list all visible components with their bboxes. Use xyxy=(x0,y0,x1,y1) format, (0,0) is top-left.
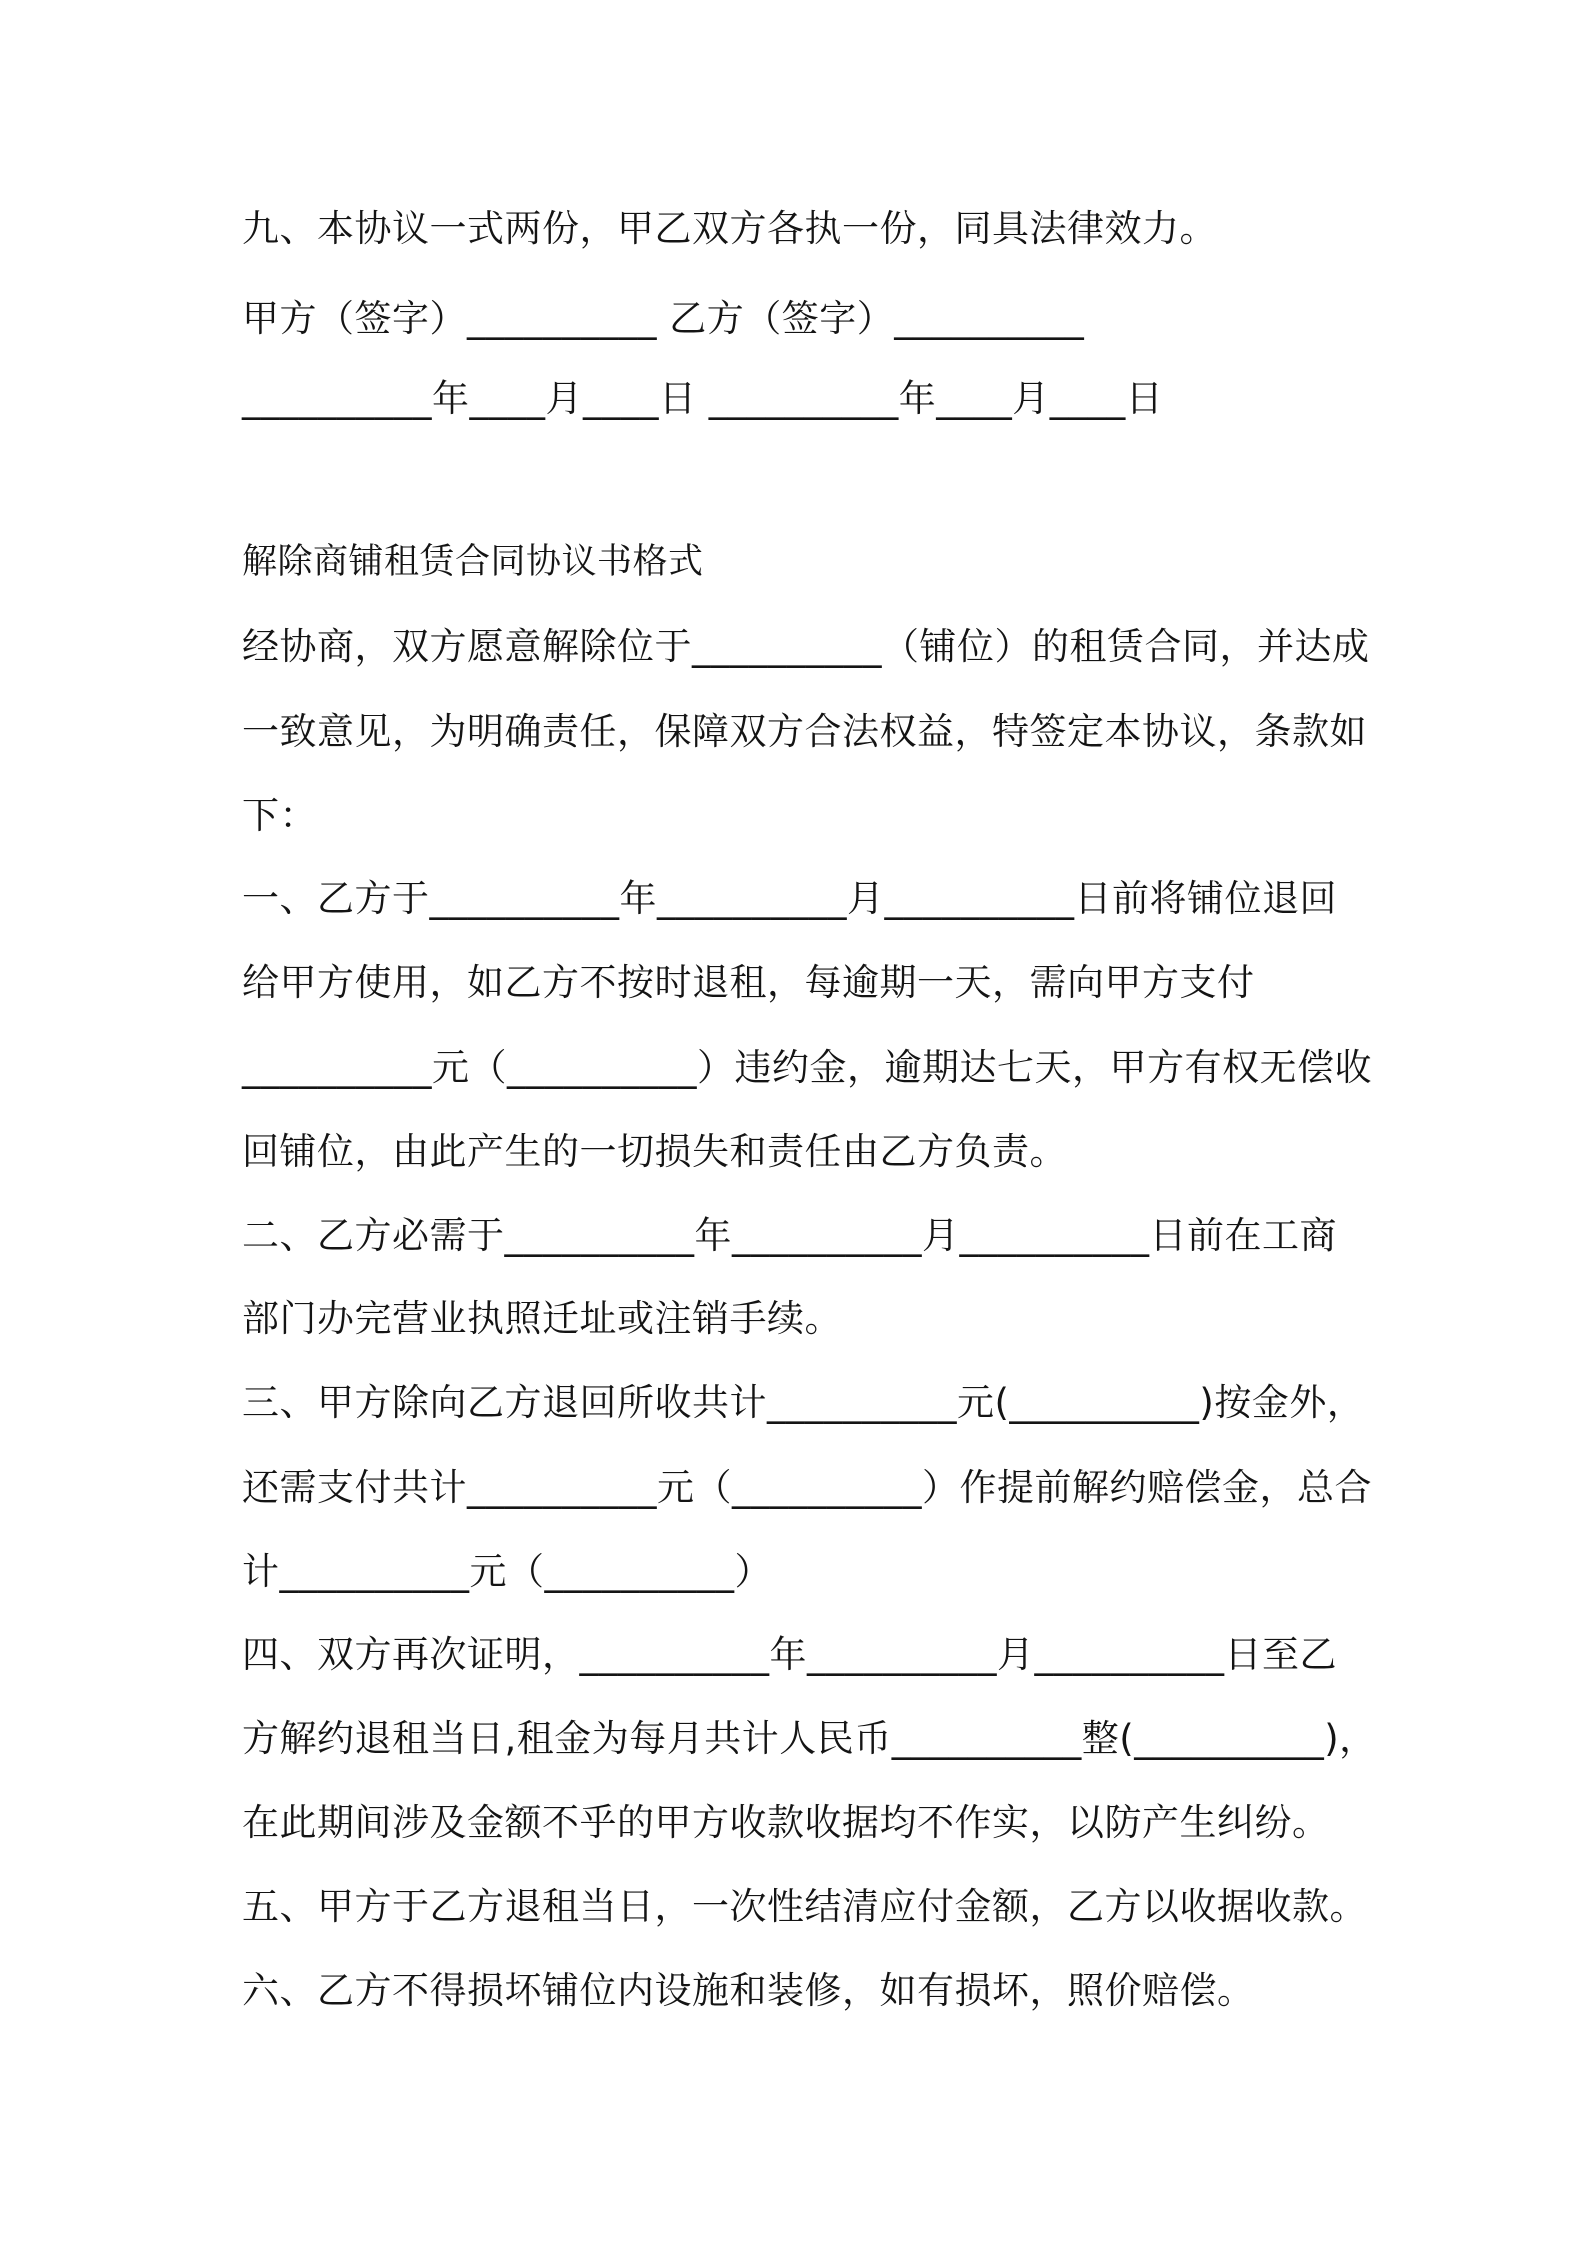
intro-line-1: 经协商，双方愿意解除位于__________（铺位）的租赁合同，并达成 xyxy=(242,625,1370,668)
signature-line: 甲方（签字）__________ 乙方（签字）__________ xyxy=(242,297,1085,340)
clause-three-line-3: 计__________元（__________） xyxy=(242,1550,772,1593)
clause-two-line-2: 部门办完营业执照迁址或注销手续。 xyxy=(242,1297,842,1340)
clause-one-line-1: 一、乙方于__________年__________月__________日前将铺位退回 xyxy=(242,877,1337,920)
clause-two-line-1: 二、乙方必需于__________年__________月__________日前在工商 xyxy=(242,1214,1337,1257)
clause-four-line-3: 在此期间涉及金额不乎的甲方收款收据均不作实，以防产生纠纷。 xyxy=(242,1801,1330,1844)
clause-one-line-3: __________元（__________）违约金，逾期达七天，甲方有权无偿收 xyxy=(242,1046,1372,1089)
clause-three-line-1: 三、甲方除向乙方退回所收共计__________元(__________)按金外， xyxy=(242,1381,1365,1424)
intro-line-3: 下： xyxy=(242,794,317,837)
intro-line-2: 一致意见，为明确责任，保障双方合法权益，特签定本协议，条款如 xyxy=(242,710,1367,753)
clause-five: 五、甲方于乙方退租当日，一次性结清应付金额，乙方以收据收款。 xyxy=(242,1885,1367,1928)
clause-six: 六、乙方不得损坏铺位内设施和装修，如有损坏，照价赔偿。 xyxy=(242,1969,1255,2012)
clause-four-line-2: 方解约退租当日,租金为每月共计人民币__________整(__________)， xyxy=(242,1717,1377,1760)
clause-one-line-2: 给甲方使用，如乙方不按时退租，每逾期一天，需向甲方支付 xyxy=(242,961,1255,1004)
clause-four-line-1: 四、双方再次证明，__________年__________月__________日至乙 xyxy=(242,1633,1337,1676)
clause-one-line-4: 回铺位，由此产生的一切损失和责任由乙方负责。 xyxy=(242,1130,1067,1173)
clause-three-line-2: 还需支付共计__________元（__________）作提前解约赔偿金，总合 xyxy=(242,1466,1372,1509)
clause-nine: 九、本协议一式两份，甲乙双方各执一份，同具法律效力。 xyxy=(242,207,1217,250)
document-title: 解除商铺租赁合同协议书格式 xyxy=(242,542,704,582)
date-line: __________年____月____日 __________年____月____日 xyxy=(242,377,1164,420)
